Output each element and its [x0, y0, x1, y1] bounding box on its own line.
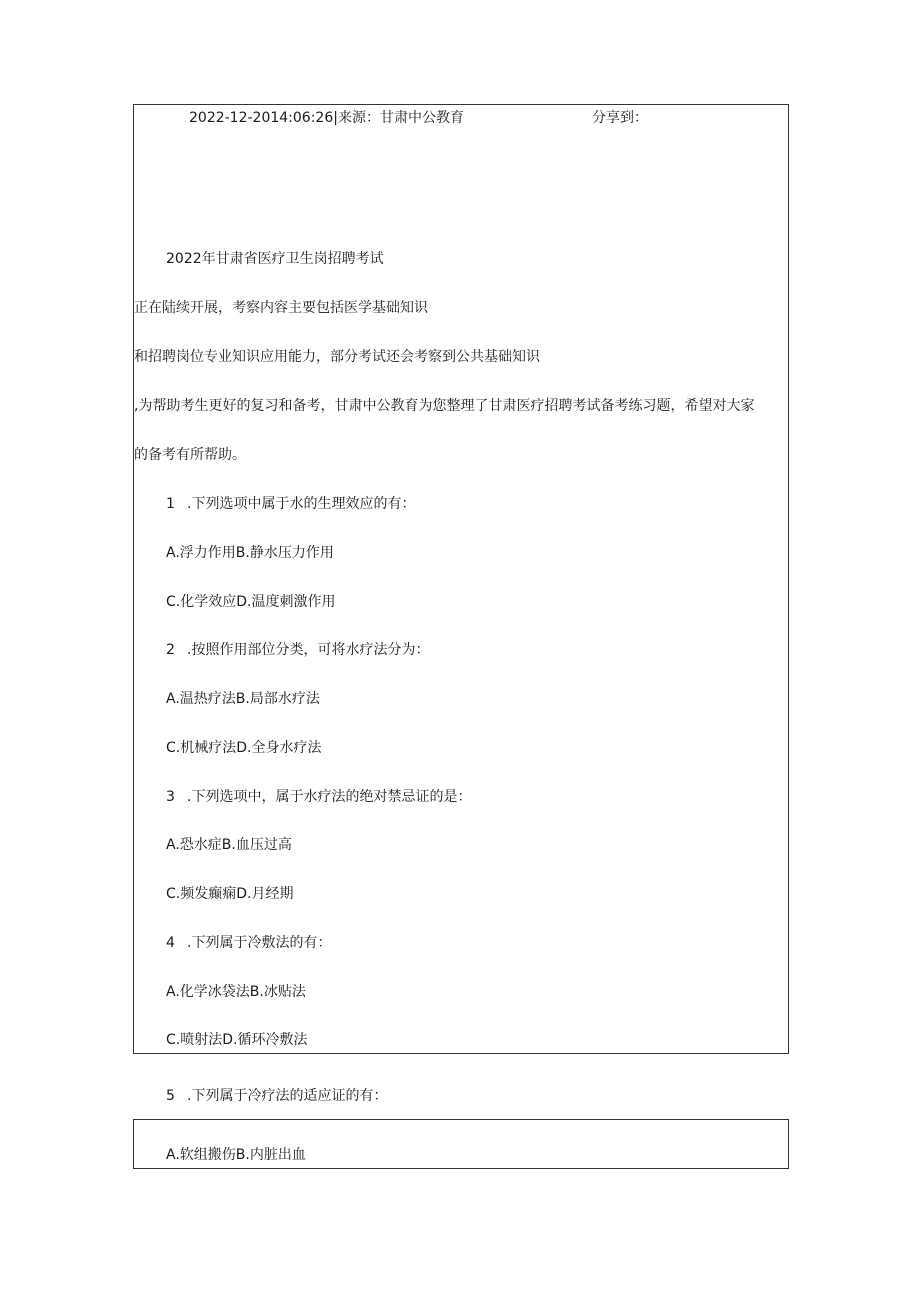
intro-title: 2022年甘肃省医疗卫生岗招聘考试: [166, 251, 384, 267]
intro-line-4: 的备考有所帮助。: [134, 447, 246, 463]
content-frame: [133, 104, 789, 1054]
question-4-options-ab: A.化学冰袋法B.冰贴法: [166, 984, 306, 1000]
question-4-options-cd: C.喷射法D.循环冷敷法: [166, 1032, 308, 1048]
question-1-options-ab: A.浮力作用B.静水压力作用: [166, 545, 334, 561]
question-5-options-ab: A.软组搬伤B.内脏出血: [166, 1147, 306, 1163]
question-3: [166, 787, 471, 807]
question-2-options-ab: A.温热疗法B.局部水疗法: [166, 691, 320, 707]
question-2-options-cd: C.机械疗法D.全身水疗法: [166, 740, 322, 756]
date-source-line: 2022-12-2014:06:26|来源：甘肃中公教育: [189, 110, 464, 126]
question-text: .下列属于冷疗法的适应证的有：: [187, 1088, 388, 1104]
question-text: .下列属于冷敷法的有：: [187, 935, 332, 951]
share-label[interactable]: 分享到：: [592, 110, 648, 126]
question-text: .按照作用部位分类，可将水疗法分为：: [187, 642, 430, 658]
question-1: [166, 494, 415, 514]
question-number: 2: [166, 642, 175, 658]
intro-line-3: ,为帮助考生更好的复习和备考，甘肃中公教育为您整理了甘肃医疗招聘考试备考练习题，希望对大家: [134, 398, 755, 414]
question-2: [166, 640, 429, 660]
intro-line-2: 和招聘岗位专业知识应用能力，部分考试还会考察到公共基础知识: [134, 349, 540, 365]
question-text: .下列选项中属于水的生理效应的有：: [187, 496, 416, 512]
question-number: 4: [166, 935, 175, 951]
question-5: [166, 1086, 387, 1106]
question-1-options-cd: C.化学效应D.温度刺激作用: [166, 594, 336, 610]
question-number: 1: [166, 496, 175, 512]
intro-line-1: 正在陆续开展，考察内容主要包括医学基础知识: [134, 300, 428, 316]
question-number: 3: [166, 789, 175, 805]
question-4: [166, 933, 331, 953]
question-text: .下列选项中，属于水疗法的绝对禁忌证的是：: [187, 789, 472, 805]
question-3-options-ab: A.恐水症B.血压过高: [166, 837, 292, 853]
question-number: 5: [166, 1088, 175, 1104]
question-3-options-cd: C.频发癫痫D.月经期: [166, 886, 294, 902]
